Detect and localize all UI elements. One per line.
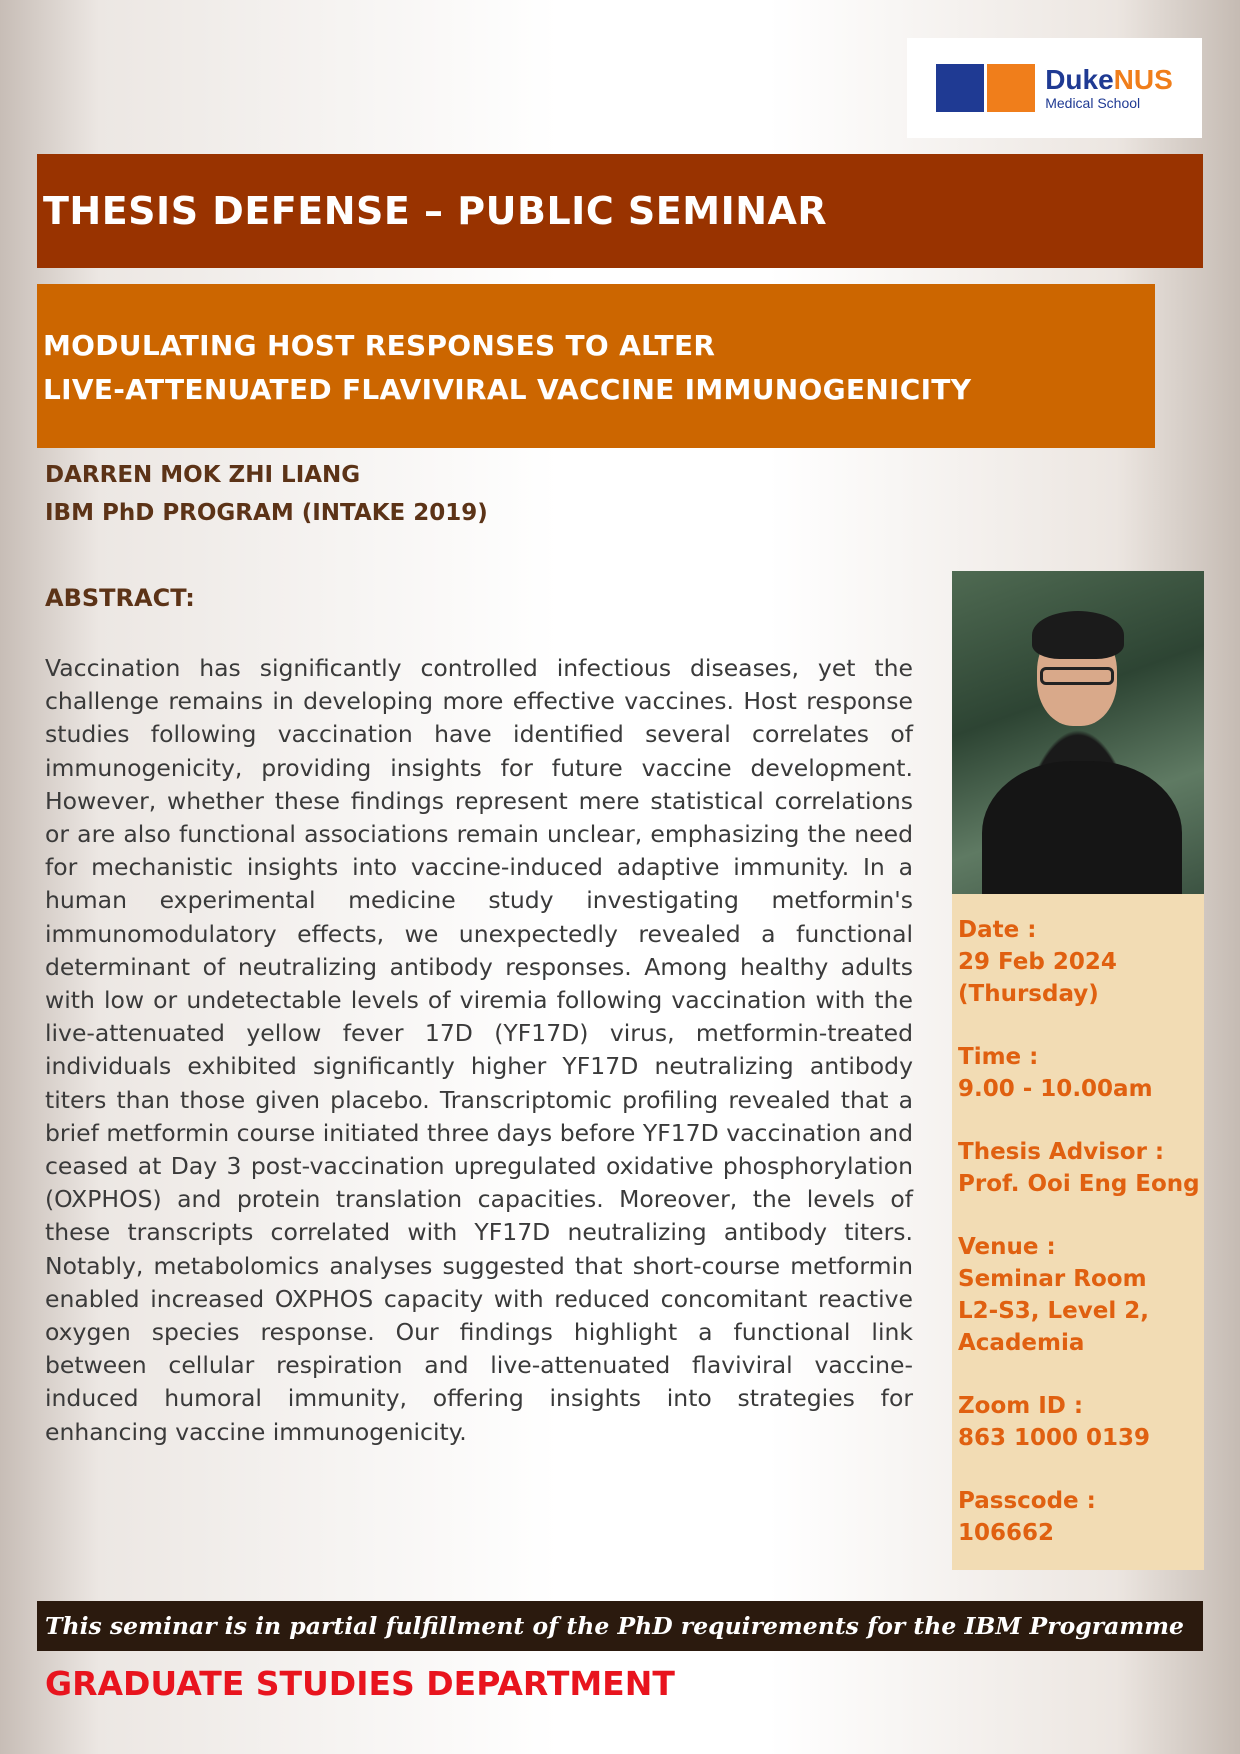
seminar-title: THESIS DEFENSE – PUBLIC SEMINAR	[43, 189, 828, 233]
logo-brand-nus: NUS	[1113, 64, 1173, 95]
advisor-value: Prof. Ooi Eng Eong	[958, 1171, 1200, 1197]
passcode-item	[958, 1485, 1204, 1549]
time-label: Time :	[958, 1044, 1039, 1070]
logo-brand	[1045, 66, 1173, 94]
fulfillment-note: This seminar is in partial fulfillment of the PhD requirements for the IBM Programme	[45, 1612, 1185, 1640]
date-value: 29 Feb 2024	[958, 949, 1117, 975]
thesis-title-line-2: LIVE-ATTENUATED FLAVIVIRAL VACCINE IMMUNOGENICITY	[43, 373, 972, 406]
date-item	[958, 914, 1204, 1010]
photo-jacket	[982, 761, 1182, 894]
venue-label: Venue :	[958, 1234, 1056, 1260]
author-block	[45, 456, 488, 532]
zoom-id: 863 1000 0139	[958, 1425, 1151, 1451]
venue-line-2: L2-S3, Level 2,	[958, 1298, 1149, 1324]
author-name: DARREN MOK ZHI LIANG	[45, 462, 361, 488]
seminar-details-panel	[952, 894, 1204, 1570]
logo-brand-duke: Duke	[1045, 64, 1114, 95]
duke-nus-logo	[907, 38, 1202, 138]
author-program: IBM PhD PROGRAM (INTAKE 2019)	[45, 500, 488, 526]
duke-shield-icon	[936, 64, 984, 112]
time-value: 9.00 - 10.00am	[958, 1076, 1153, 1102]
zoom-label: Zoom ID :	[958, 1393, 1084, 1419]
department-name: GRADUATE STUDIES DEPARTMENT	[45, 1664, 675, 1703]
passcode-label: Passcode :	[958, 1488, 1096, 1514]
photo-glasses	[1040, 667, 1114, 685]
thesis-title-banner	[37, 284, 1155, 448]
fulfillment-note-bar	[37, 1601, 1203, 1651]
speaker-photo	[952, 571, 1204, 894]
logo-subtitle: Medical School	[1045, 95, 1141, 111]
nus-crest-icon	[987, 64, 1035, 112]
thesis-title-line-1: MODULATING HOST RESPONSES TO ALTER	[43, 329, 716, 362]
abstract-heading: ABSTRACT:	[45, 584, 195, 612]
photo-hair	[1032, 611, 1124, 659]
advisor-label: Thesis Advisor :	[958, 1139, 1165, 1165]
abstract-body: Vaccination has significantly controlled infectious diseases, yet the challenge remains in developing more effective vaccines. Host response studies following vaccination have identified several correlates of immunogenicity, providing insights for future vaccine development. However, whether these findings represent mere statistical correlations or are also functional associations remain unclear, emphasizing the need for mechanistic insights into vaccine-induced adaptive immunity. In a human experimental medicine study investigating metformin's immunomodulatory effects, we unexpectedly revealed a functional determinant of neutralizing antibody responses. Among healthy adults with low or undetectable levels of viremia following vaccination with the live-attenuated yellow fever 17D (YF17D) virus, metformin-treated individuals exhibited significantly higher YF17D neutralizing antibody titers than those given placebo. Transcriptomic profiling revealed that a brief metformin course initiated three days before YF17D vaccination and ceased at Day 3 post-vaccination upregulated oxidative phosphorylation (OXPHOS) and protein translation capacities. Moreover, the levels of these transcripts correlated with YF17D neutralizing antibody titers. Notably, metabolomics analyses suggested that short-course metformin enabled increased OXPHOS capacity with reduced concomitant reactive oxygen species response. Our findings highlight a functional link between cellular respiration and live-attenuated flaviviral vaccine-induced humoral immunity, offering insights into strategies for enhancing vaccine immunogenicity.	[45, 654, 913, 1446]
passcode-value: 106662	[958, 1520, 1055, 1546]
time-item	[958, 1041, 1204, 1105]
venue-line-1: Seminar Room	[958, 1266, 1147, 1292]
seminar-title-banner	[37, 154, 1203, 268]
logo-text	[1045, 66, 1173, 110]
date-label: Date :	[958, 917, 1037, 943]
venue-line-3: Academia	[958, 1330, 1085, 1356]
zoom-item	[958, 1390, 1204, 1454]
advisor-item	[958, 1136, 1204, 1200]
logo-mark	[936, 64, 1035, 112]
date-day: (Thursday)	[958, 981, 1099, 1007]
venue-item	[958, 1231, 1204, 1359]
